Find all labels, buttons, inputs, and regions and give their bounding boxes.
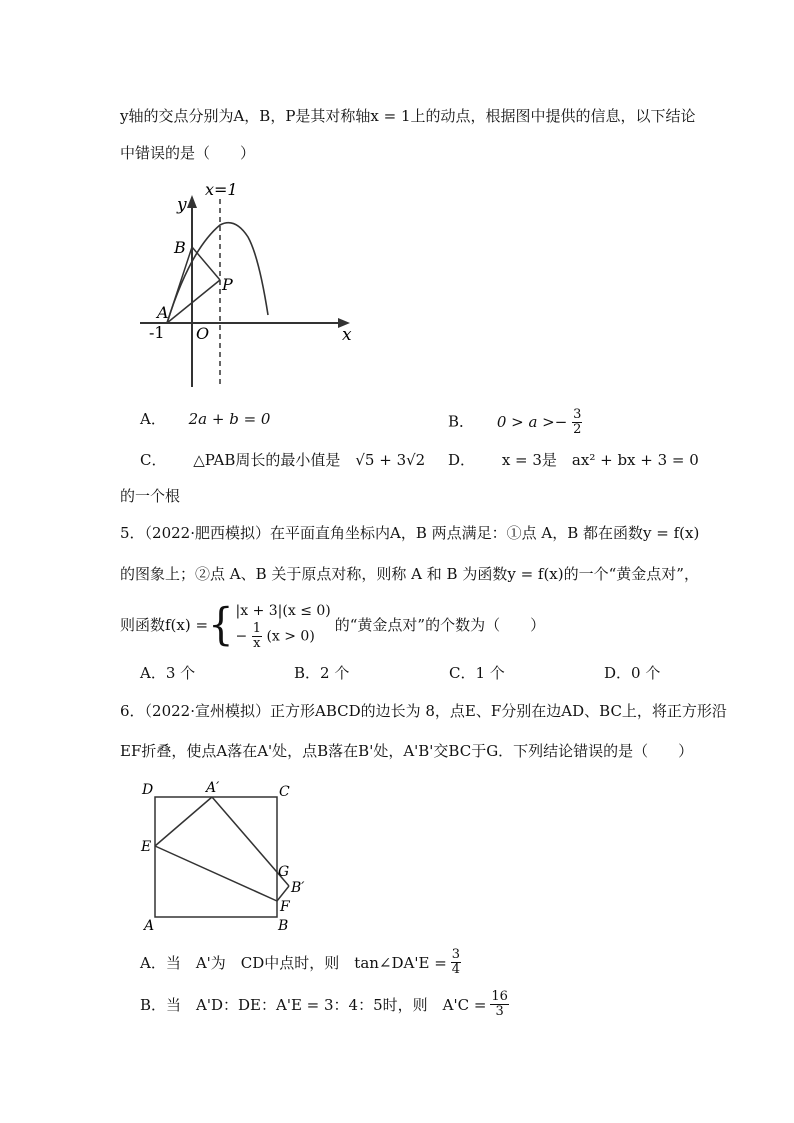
q6-option-a-fraction — [451, 948, 461, 977]
q4-option-b[interactable] — [448, 408, 582, 437]
q6-square-figure — [138, 780, 328, 935]
q4-option-a[interactable] — [140, 408, 270, 430]
q4-option-b-text: 0 > a >− — [496, 412, 568, 431]
origin-label: O — [196, 324, 210, 343]
x-axis-label: x — [342, 325, 352, 345]
q5-line3-suffix: 的“黄金点对”的个数为（ ） — [334, 616, 546, 634]
point-D-label: D — [142, 782, 154, 798]
y-axis-label: y — [177, 195, 187, 215]
q5-case2-minus: − — [235, 628, 248, 644]
q6-line1: 6．（2022·宣州模拟）正方形ABCD的边长为 8，点E、F分别在边AD、BC上，将正方形沿 — [120, 702, 727, 720]
point-G-label: G — [278, 864, 290, 880]
q6-option-b[interactable] — [140, 990, 509, 1019]
square-ABCD — [155, 797, 277, 917]
q6-option-a[interactable] — [140, 948, 461, 977]
segment-BP — [192, 247, 220, 280]
q5-option-b[interactable]: B．2 个 — [294, 664, 350, 682]
q4-option-b-letter: B． — [448, 412, 475, 431]
point-C-label: C — [279, 784, 290, 800]
q4-stem-line2: 中错误的是（ ） — [120, 144, 256, 162]
point-A-label: A — [157, 303, 169, 322]
segment-EF — [155, 846, 277, 901]
q6-option-b-text: B．当 A'D：DE：A'E = 3：4：5时，则 A'C = — [140, 995, 487, 1014]
y-axis-arrow — [187, 195, 197, 208]
q4-option-d-continuation: 的一个根 — [120, 487, 181, 505]
q5-case2 — [236, 622, 331, 651]
x-eq-1-label: x=1 — [205, 180, 238, 199]
q4-option-a-text: 2a + b = 0 — [188, 410, 271, 428]
q4-option-c-text: △PAB周长的最小值是 √5 + 3√2 — [193, 451, 426, 469]
q4-option-c[interactable] — [140, 449, 425, 471]
q6-option-b-num: 16 — [491, 989, 508, 1004]
q5-line1: 5．（2022·肥西模拟）在平面直角坐标内A，B 两点满足：①点 A，B 都在函数y = f(x) — [120, 524, 700, 542]
q5-case2-num: 1 — [252, 620, 261, 636]
q5-line2: 的图象上；②点 A、B 关于原点对称，则称 A 和 B 为函数y = f(x)的一个“黄金点对”， — [120, 565, 699, 583]
q5-option-c[interactable]: C．1 个 — [449, 664, 505, 682]
q4-option-c-letter: C． — [140, 451, 167, 469]
q5-option-a[interactable]: A．3 个 — [140, 664, 196, 682]
q5-piecewise-cases — [236, 600, 331, 651]
point-B-prime-label: B′ — [291, 880, 305, 896]
q4-option-d-text: x = 3是 ax² + bx + 3 = 0 — [501, 451, 699, 469]
q6-line2: EF折叠，使点A落在A'处，点B落在B'处，A'B'交BC于G．下列结论错误的是（ ） — [120, 742, 694, 760]
neg-one-label: -1 — [149, 323, 165, 342]
q5-case2-cond: (x > 0) — [266, 628, 315, 644]
q4-option-a-letter: A． — [140, 410, 166, 428]
q6-option-a-num: 3 — [451, 947, 461, 962]
q5-line3-prefix: 则函数f(x) = — [120, 616, 209, 634]
q4-option-b-frac-den: 2 — [573, 422, 582, 437]
q5-case2-den: x — [253, 635, 261, 651]
q6-option-b-fraction — [490, 990, 509, 1019]
q4-option-b-frac-num: 3 — [573, 407, 582, 422]
q6-option-a-text: A．当 A'为 CD中点时，则 tan∠DA'E = — [140, 953, 447, 972]
point-B-label: B — [174, 238, 186, 257]
q4-option-d[interactable] — [448, 449, 699, 471]
q5-piecewise-brace: { — [208, 599, 234, 651]
point-P-label: P — [222, 275, 233, 294]
q5-case1: |x + 3|(x ≤ 0) — [235, 602, 331, 619]
segment-EA-prime — [155, 797, 212, 846]
segment-AB — [167, 247, 192, 323]
point-B-label: B — [278, 918, 289, 934]
q5-line3 — [120, 600, 545, 650]
point-E-label: E — [141, 839, 152, 855]
q6-option-a-den: 4 — [451, 962, 461, 977]
q4-option-b-fraction — [572, 408, 582, 437]
point-A-prime-label: A′ — [206, 780, 220, 796]
q5-option-d[interactable]: D．0 个 — [604, 664, 661, 682]
q4-parabola-figure — [135, 175, 370, 395]
q5-case2-fraction — [252, 622, 262, 651]
q6-option-b-den: 3 — [495, 1004, 504, 1019]
q4-option-d-letter: D． — [448, 451, 476, 469]
q4-stem-line1: y轴的交点分别为A，B，P是其对称轴x = 1上的动点，根据图中提供的信息，以下结论 — [120, 107, 696, 125]
point-A-label: A — [144, 918, 155, 934]
point-F-label: F — [280, 899, 290, 915]
